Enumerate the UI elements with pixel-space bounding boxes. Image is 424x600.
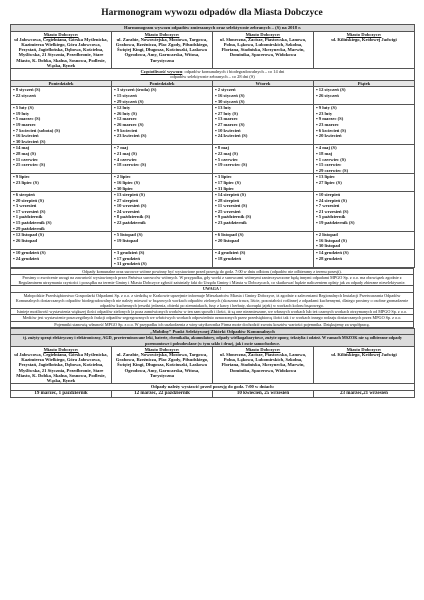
- pickup-date: ▪ 22 maj (S): [215, 150, 238, 156]
- schedule-cell: [112, 145, 213, 174]
- pickup-date: ▪ 23 lipiec (S): [13, 179, 39, 185]
- schedule-cell: [213, 87, 314, 105]
- schedule-body: [11, 87, 415, 267]
- pickup-date: ▪ 10 sierpień: [316, 192, 341, 198]
- pickup-date: ▪ 16 kwiecień: [13, 133, 39, 139]
- area-title: Miasto Dobczyce:: [245, 31, 281, 37]
- schedule-cell: [314, 145, 415, 174]
- mszok-description: tj. zużyty sprzęt elektryczny i elektroniczny, AGD, przeterminowane leki, baterie, chemikalia, akumulatory, odpady wielkogabarytowe, zużyte opony, tekstylia i odzież. W ramach MSZOK nie są odbierane odpady poremontowe i pobudowlane (w tym szkło i druz), jak i oscie samochodowe.: [11, 335, 415, 346]
- pickup-date: ▪ 5 październik: [316, 214, 346, 220]
- schedule-row: [11, 250, 415, 268]
- pickup-date: ▪ 28 sierpień: [215, 197, 240, 203]
- pickup-date: ▪ 30 listopad: [316, 243, 341, 249]
- pickup-date: ▪ 22 październik: [114, 220, 146, 226]
- mszok-dates-row: [11, 390, 415, 397]
- pickup-date: ▪ 24 wrzesień: [114, 208, 140, 214]
- pickup-date: ▪ 21 maj (S): [114, 150, 137, 156]
- schedule-cell: [314, 105, 415, 145]
- schedule-table: [10, 24, 415, 268]
- note-pickup: Odpady komunalne oraz surowce wtórne powinny być wystawione przed posesję do godz. 7:00 w dniu odbioru (odpadów nie odbieramy z terenu posesji).: [11, 268, 414, 274]
- pickup-date: ▪ 1 czerwiec (S): [316, 156, 346, 162]
- schedule-cell: [314, 232, 415, 250]
- schedule-cell: [213, 105, 314, 145]
- pickup-date: ▪ 13 lipiec: [316, 174, 335, 180]
- schedule-cell: [314, 174, 415, 192]
- pickup-date: ▪ 11 wrzesień (S): [215, 203, 248, 209]
- pickup-date: ▪ 19 czerwiec (S): [215, 162, 248, 168]
- pickup-date: ▪ 12 styczeń (S): [316, 87, 346, 93]
- mszok-date: 19 marzec, 1 październik: [11, 390, 112, 397]
- pickup-date: ▪ 9 marzec (S): [316, 116, 344, 122]
- pickup-date: ▪ 2 styczeń: [215, 87, 236, 93]
- schedule-cell: [11, 145, 112, 174]
- day-header: Poniedziałek: [11, 80, 112, 87]
- pickup-date: ▪ 16 lipiec (S): [114, 179, 140, 185]
- pickup-date: ▪ 30 lipiec: [114, 185, 133, 191]
- pickup-date: ▪ 11 czerwiec: [13, 156, 39, 162]
- schedule-row: [11, 145, 415, 174]
- schedule-cell: [11, 192, 112, 232]
- schedule-cell: [213, 174, 314, 192]
- mszok-date: 12 marzec, 22 październik: [112, 390, 213, 397]
- pickup-date: ▪ 1 październik: [13, 214, 43, 220]
- pickup-date: ▪ 18 czerwiec (S): [114, 162, 147, 168]
- schedule-row: [11, 192, 415, 232]
- pickup-date: ▪ 28 grudzień: [316, 255, 342, 261]
- page-title: Harmonogram wywozu odpadów dla Miasta Dobczyce: [101, 8, 323, 18]
- note-warning: UWAGA !: [11, 286, 414, 292]
- frequency-line2: odpadów selektywnie zebranych – co 28 dni (S): [170, 74, 255, 80]
- pickup-date: ▪ 14 sierpień (S): [215, 192, 246, 198]
- area-streets: ul. Słoneczna, Zacisze, Piastowska, Lanowa, Polna, Łąkowa, Lubomirskich, Szkolna, Floriana, Stadniska, Skrzynecka, Marwin, Dominika, Spacerowa, Widokowa: [219, 36, 307, 58]
- pickup-date: ▪ 19 październik (S): [316, 220, 355, 226]
- pickup-date: ▪ 26 marzec (S): [114, 121, 144, 127]
- area-title: Miasto Dobczyce:: [43, 346, 79, 352]
- pickup-date: ▪ 29 czerwiec (S): [316, 167, 349, 173]
- mszok-area-cell: [213, 346, 314, 383]
- pickup-date: ▪ 8 październik (S): [114, 214, 151, 220]
- pickup-date: ▪ 26 luty (S): [114, 110, 137, 116]
- pickup-date: ▪ 20 sierpień (S): [13, 197, 44, 203]
- pickup-date: ▪ 16 styczeń (S): [215, 93, 245, 99]
- pickup-date: ▪ 23 kwiecień (S): [114, 133, 147, 139]
- mszok-header: „Mobilny” Punkt Selektywnej Zbiórki Odpadów Komunalnych: [11, 328, 415, 335]
- pickup-date: ▪ 24 kwiecień (S): [215, 133, 248, 139]
- pickup-date: ▪ 31 grudzień (S): [114, 261, 147, 267]
- schedule-cell: [112, 232, 213, 250]
- area-title: Miasto Dobczyce:: [144, 31, 180, 37]
- schedule-cell: [11, 250, 112, 268]
- pickup-date: ▪ 3 styczeń (środa) (S): [114, 87, 157, 93]
- note-bags: Mediów jest wystawienie poszczególnych frakcji odpadów segregowanych we właściwych workach odpowiednio oznaczonych przez przedsiębiorcę ilości tak i w workach innego rodzaju dostarczanych przez MPGO Sp. z o.o.: [11, 315, 414, 321]
- note-green-waste: Istnieje możliwość wystawienia większej ilości odpadów zielonych (z poza zamówionych worków w ten sam sposób i ilości, iż są one niezmieszane, we własnych workach lub też czarnych workach otrzymanych od MPGO Sp. z o.o.: [11, 309, 414, 315]
- note-mpgo: Małopolskie Przedsiębiorstwo Gospodarki Odpadami Sp. z o.o. z siedzibą w Krakowie uprzejmie informuje Mieszkańców Miasta i Gminy Dobczyce, iż zgodnie z zaleceniami Regionalnych Instalacji Przetwarzania Odpadów Komunalnych dostarczanych odpadów biodegradowalnych nie należy mieszać w brązowych workach odpadów zielonych (skoszona trawa, liście, pozostałości roślinne) z odpadami kuchennymi, dlatego prosimy o osobne gromadzenie odpadów kuchennych (resztki jedzenia, obierki po ziemniakach, fusy z kawy i herbaty, skorupki jajek) w workach koloru brązowego.: [11, 292, 414, 309]
- pickup-date: ▪ 15 styczeń: [114, 93, 137, 99]
- pickup-date: ▪ 18 maj: [316, 150, 333, 156]
- pickup-date: ▪ 25 czerwiec (S): [13, 162, 46, 168]
- pickup-date: ▪ 10 kwiecień: [215, 127, 241, 133]
- pickup-date: ▪ 9 luty (S): [316, 105, 337, 111]
- schedule-cell: [11, 174, 112, 192]
- pickup-date: ▪ 20 listopad: [215, 237, 240, 243]
- pickup-date: ▪ 25 wrzesień: [215, 208, 241, 214]
- pickup-date: ▪ 14 maj: [13, 145, 30, 151]
- pickup-date: ▪ 10 wrzesień (S): [114, 203, 147, 209]
- pickup-date: ▪ 28 maj (S): [13, 150, 36, 156]
- pickup-date: ▪ 17 wrzesień (S): [13, 208, 46, 214]
- pickup-date: ▪ 17 grudzień: [114, 255, 140, 261]
- pickup-date: ▪ 17 lipiec (S): [215, 179, 241, 185]
- pickup-date: ▪ 27 luty (S): [215, 110, 238, 116]
- day-header: Poniedziałek: [112, 80, 213, 87]
- pickup-date: ▪ 2 lipiec: [114, 174, 131, 180]
- mszok-area-cell: [11, 346, 112, 383]
- pickup-date: ▪ 19 marzec: [13, 121, 36, 127]
- pickup-date: ▪ 7 wrzesień: [316, 203, 340, 209]
- pickup-date: ▪ 6 listopad (S): [215, 232, 244, 238]
- area-title: Miasto Dobczyce:: [346, 31, 382, 37]
- schedule-cell: [112, 105, 213, 145]
- pickup-date: ▪ 9 październik (S): [215, 214, 252, 220]
- pickup-date: ▪ 5 marzec (S): [13, 116, 41, 122]
- pickup-date: ▪ 15 czerwiec: [316, 162, 342, 168]
- pickup-date: ▪ 3 lipiec: [215, 174, 232, 180]
- pickup-date: ▪ 19 listopad: [114, 237, 139, 243]
- pickup-date: ▪ 30 kwiecień (S): [13, 138, 46, 144]
- pickup-date: ▪ 13 sierpień (S): [114, 192, 145, 198]
- schedule-cell: [112, 87, 213, 105]
- pickup-date: ▪ 4 czerwiec: [114, 156, 138, 162]
- schedule-cell: [213, 232, 314, 250]
- pickup-date: ▪ 23 marzec: [316, 121, 339, 127]
- pickup-date: ▪ 5 czerwiec: [215, 156, 239, 162]
- pickup-date: ▪ 6 sierpień: [13, 192, 35, 198]
- pickup-date: ▪ 5 luty (S): [13, 105, 34, 111]
- mszok-date: 10 kwiecień, 25 wrzesień: [213, 390, 314, 397]
- pickup-date: ▪ 29 styczeń (S): [114, 98, 144, 104]
- pickup-date: ▪ 22 styczeń: [13, 93, 36, 99]
- frequency-info: [11, 69, 415, 81]
- pickup-date: ▪ 27 sierpień: [114, 197, 139, 203]
- schedule-cell: [112, 192, 213, 232]
- pickup-date: ▪ 4 grudzień (S): [215, 250, 246, 256]
- pickup-date: ▪ 19 luty: [13, 110, 30, 116]
- schedule-cell: [314, 192, 415, 232]
- pickup-date: ▪ 24 sierpień (S): [316, 197, 347, 203]
- pickup-date: ▪ 24 grudzień: [13, 255, 39, 261]
- area-streets: ul. Słoneczna, Zacisze, Piastowska, Lanowa, Polna, Łąkowa, Lubomirskich, Szkolna, Floriana, Stadniska, Skrzynecka, Marwin, Dominika, Spacerowa, Widokowa: [219, 352, 307, 373]
- pickup-date: ▪ 26 styczeń: [316, 93, 339, 99]
- areas-row: [11, 31, 415, 68]
- area-title: Miasto Dobczyce:: [43, 31, 79, 37]
- pickup-date: ▪ 3 grudzień (S): [114, 250, 145, 256]
- area-cell: [314, 31, 415, 68]
- day-header: Wtorek: [213, 80, 314, 87]
- area-streets: ul. Kilińskiego, Królowej Jadwigi: [331, 36, 397, 42]
- frequency-rest: : odpadów komunalnych i biodegradowalnych – co 14 dni: [182, 69, 285, 75]
- pickup-date: ▪ 3 wrzesień: [13, 203, 37, 209]
- area-cell: [213, 31, 314, 68]
- note-containers: Pojemniki stanowią własność MPGO Sp. z o.o. W przypadku ich uszkodzenia z winy użytkownika Firma może dochodzić zwrotu kosztów wartości pojemnika. Dziękujemy za współpracę.: [11, 321, 414, 327]
- pickup-date: ▪ 12 marzec: [114, 116, 137, 122]
- pickup-date: ▪ 30 styczeń (S): [215, 98, 245, 104]
- area-title: Miasto Dobczyce:: [346, 346, 382, 352]
- pickup-date: ▪ 29 październik: [13, 225, 45, 231]
- mszok-date: 23 marzec,21 wrzesień: [314, 390, 415, 397]
- schedule-row: [11, 232, 415, 250]
- frequency-lead: Częstotliwość wywozu: [140, 69, 183, 75]
- pickup-date: ▪ 9 kwiecień: [114, 127, 138, 133]
- pickup-date: ▪ 7 maj: [114, 145, 128, 151]
- pickup-date: ▪ 27 marzec (S): [215, 121, 245, 127]
- pickup-date: ▪ 5 listopad (S): [114, 232, 143, 238]
- pickup-date: ▪ 20 kwiecień: [316, 133, 342, 139]
- pickup-date: ▪ 31 lipiec: [215, 185, 234, 191]
- pickup-date: ▪ 13 marzec: [215, 116, 238, 122]
- pickup-date: ▪ 23 luty: [316, 110, 333, 116]
- schedule-row: [11, 105, 415, 145]
- day-header: Piątek: [314, 80, 415, 87]
- pickup-date: ▪ 26 listopad: [13, 237, 38, 243]
- area-cell: [11, 31, 112, 68]
- pickup-date: ▪ 27 lipiec (S): [316, 179, 342, 185]
- pickup-date: ▪ 10 grudzień (S): [13, 250, 46, 256]
- schedule-cell: [112, 174, 213, 192]
- schedule-cell: [314, 250, 415, 268]
- mszok-table: [10, 328, 415, 398]
- pickup-date: ▪ 12 luty: [114, 105, 131, 111]
- area-title: Miasto Dobczyce:: [245, 346, 281, 352]
- pickup-date: ▪ 18 grudzień: [215, 255, 241, 261]
- pickup-date: ▪ 2 listopad: [316, 232, 338, 238]
- pickup-date: ▪ 8 styczeń (S): [13, 87, 41, 93]
- area-title: Miasto Dobczyce:: [144, 346, 180, 352]
- pickup-date: ▪ 15 październik (S): [13, 220, 52, 226]
- notes-table: [10, 268, 414, 328]
- schedule-cell: [213, 250, 314, 268]
- area-streets: ul. Zarabie, Nowowiejska, Mostowa, Targowa, Grabowa, Rzeźnicza, Plac Zgody, Piłsudskiego, Świętej Kingi, Długosza, Kościuszki, Laskowa Ogrodowa, Amy, Garncarska, Witosa, Turystyczna: [115, 352, 209, 378]
- note-recyclables: Prosimy o zwrócenie uwagi na zawartość wystawionych przez Państwa surowców wtórnych. W przypadku, gdy worki z surowcami wtórnymi zanieczyszczone będą innymi odpadami MPGO Sp. z o.o. ma obowiązek zgodnie z Regulaminem utrzymania czystości i porządku na terenie Gminy i Miasta Dobczyce zgłosić zaistniały fakt do Urzędu Gminy i Miasta w Dobczycach, co skutkować będzie naliczeniem opłaty jak za odpady zbierane nieselektywnie.: [11, 275, 414, 286]
- area-streets: ul Jałowcowa, Cegielniana, Górska Myślenicka, Kazimierza Wielkiego, Góra Jałowcowa, Przystań, Jagiellońska, Dębowa, Kościelna, Myśliwska, 21 Stycznia, Przedbronie, Stare Miasto, K. Dobka, Skalna, Sosnowa, Podlesie, Wąska, Rynek: [14, 36, 108, 68]
- schedule-cell: [213, 145, 314, 174]
- pickup-date: ▪ 7 kwiecień (sobota) (S): [13, 127, 61, 133]
- mszok-note: Odpady należy wystawić przed posesję do godz. 7:00 w dniach:: [11, 384, 415, 391]
- area-streets: ul. Zarabie, Nowowiejska, Mostowa, Targowa, Grabowa, Rzeźnicza, Plac Zgody, Piłsudskiego, Świętej Kingi, Długosza, Kościuszki, Laskowa Ogrodowa, Amy, Garncarska, Witosa, Turystyczna: [115, 36, 209, 63]
- schedule-row: [11, 87, 415, 105]
- schedule-row: [11, 174, 415, 192]
- schedule-cell: [11, 87, 112, 105]
- schedule-cell: [112, 250, 213, 268]
- pickup-date: ▪ 4 maj (S): [316, 145, 337, 151]
- schedule-cell: [314, 87, 415, 105]
- mszok-areas-row: [11, 346, 415, 383]
- schedule-cell: [11, 105, 112, 145]
- schedule-cell: [213, 192, 314, 232]
- area-streets: ul Jałowcowa, Cegielniana, Górska Myślenicka, Kazimierza Wielkiego, Góra Jałowcowa, Przystań, Jagiellońska, Dębowa, Kościelna, Myśliwska, 21 Stycznia, Przedbronie, Stare Miasto, K. Dobka, Skalna, Sosnowa, Podlesie, Wąska, Rynek: [14, 352, 108, 384]
- pickup-date: ▪ 6 kwiecień (S): [316, 127, 347, 133]
- pickup-date: ▪ 21 wrzesień (S): [316, 208, 349, 214]
- pickup-date: ▪ 23 październik: [215, 220, 247, 226]
- area-cell: [112, 31, 213, 68]
- area-streets: ul. Kilińskiego, Królowej Jadwigi: [331, 352, 397, 358]
- mszok-area-cell: [314, 346, 415, 383]
- pickup-date: ▪ 14 grudzień (S): [316, 250, 349, 256]
- pickup-date: ▪ 8 maj: [215, 145, 229, 151]
- section1-header: Harmonogram wywozu odpadów zmieszanych oraz selektywnie zebranych – (S) na 2018 r.: [11, 25, 415, 32]
- pickup-date: ▪ 9 lipiec: [13, 174, 30, 180]
- days-row: [11, 80, 415, 87]
- pickup-date: ▪ 12 listopad (S): [13, 232, 44, 238]
- mszok-area-cell: [112, 346, 213, 383]
- schedule-cell: [11, 232, 112, 250]
- pickup-date: ▪ 16 listopad (S): [316, 237, 347, 243]
- pickup-date: ▪ 13 luty: [215, 105, 232, 111]
